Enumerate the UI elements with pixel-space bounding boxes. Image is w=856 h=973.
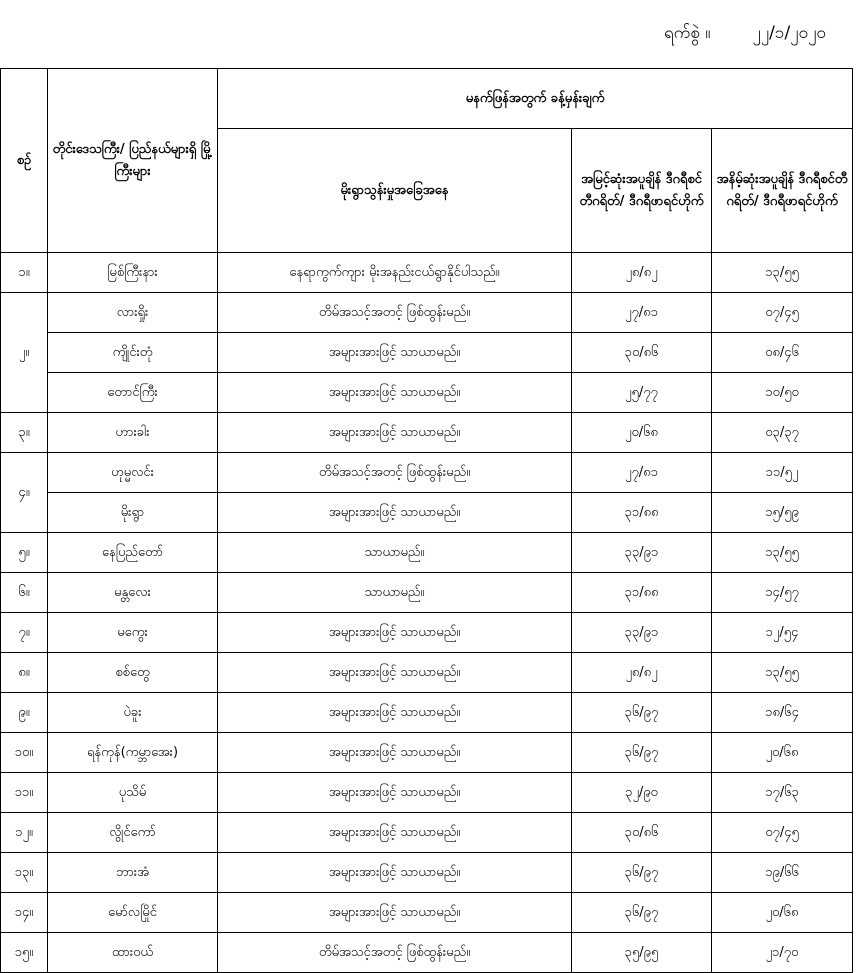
- table-row: [1, 773, 853, 813]
- rain-condition-cell: အများအားဖြင့် သာယာမည်။: [218, 333, 572, 373]
- table-row: [1, 253, 853, 293]
- row-number: ၇။: [1, 613, 48, 653]
- row-number: ၅။: [1, 533, 48, 573]
- city-cell: ပဲခူး: [48, 693, 218, 733]
- table-row: [1, 853, 853, 893]
- rain-condition-cell: အများအားဖြင့် သာယာမည်။: [218, 613, 572, 653]
- header-min-temp: အနိမ့်ဆုံးအပူချိန် ဒီဂရီစင်တီဂရိတ်/ ဒီဂရီဖာရင်ဟိုက်: [712, 129, 853, 253]
- table-row: [1, 293, 853, 333]
- min-temp-cell: ၁၉/၆၆: [712, 853, 853, 893]
- city-cell: ဘားအံ: [48, 853, 218, 893]
- min-temp-cell: ၀၇/၄၅: [712, 293, 853, 333]
- date-label: ရက်စွဲ ။: [663, 23, 711, 43]
- header-region: တိုင်းဒေသကြီး/ ပြည်နယ်များရှိ မြို့ကြီးများ: [48, 69, 218, 253]
- max-temp-cell: ၃၃/၉၁: [572, 613, 712, 653]
- city-cell: မြစ်ကြီးနား: [48, 253, 218, 293]
- max-temp-cell: ၂၈/၈၂: [572, 653, 712, 693]
- rain-condition-cell: တိမ်အသင့်အတင့် ဖြစ်ထွန်းမည်။: [218, 933, 572, 973]
- table-row: [1, 373, 853, 413]
- max-temp-cell: ၃၆/၉၇: [572, 693, 712, 733]
- rain-condition-cell: အများအားဖြင့် သာယာမည်။: [218, 373, 572, 413]
- rain-condition-cell: အများအားဖြင့် သာယာမည်။: [218, 493, 572, 533]
- max-temp-cell: ၃၂/၉၀: [572, 773, 712, 813]
- rain-condition-cell: အများအားဖြင့် သာယာမည်။: [218, 413, 572, 453]
- min-temp-cell: ၀၇/၄၅: [712, 813, 853, 853]
- row-number: ၁၁။: [1, 773, 48, 813]
- table-row: [1, 613, 853, 653]
- table-row: [1, 893, 853, 933]
- header-max-temp: အမြင့်ဆုံးအပူချိန် ဒီဂရီစင်တီဂရိတ်/ ဒီဂရီဖာရင်ဟိုက်: [572, 129, 712, 253]
- city-cell: လားရှိုး: [48, 293, 218, 333]
- rain-condition-cell: အများအားဖြင့် သာယာမည်။: [218, 773, 572, 813]
- table-body: [1, 253, 853, 973]
- table-row: [1, 533, 853, 573]
- max-temp-cell: ၃၀/၈၆: [572, 813, 712, 853]
- rain-condition-cell: အများအားဖြင့် သာယာမည်။: [218, 853, 572, 893]
- max-temp-cell: ၂၀/၆၈: [572, 413, 712, 453]
- row-number: ၁၃။: [1, 853, 48, 893]
- city-cell: ထားဝယ်: [48, 933, 218, 973]
- min-temp-cell: ၁၇/၆၃: [712, 773, 853, 813]
- row-number: ၁၅။: [1, 933, 48, 973]
- max-temp-cell: ၃၆/၉၇: [572, 893, 712, 933]
- rain-condition-cell: နေရာကွက်ကျား မိုးအနည်းငယ်ရွာနိုင်ပါသည်။: [218, 253, 572, 293]
- city-cell: မိုးရွာ: [48, 493, 218, 533]
- header-forecast-group: မနက်ဖြန်အတွက် ခန့်မှန်းချက်: [218, 69, 853, 129]
- header-no: စဉ်: [1, 69, 48, 253]
- min-temp-cell: ၂၀/၆၈: [712, 733, 853, 773]
- city-cell: စစ်တွေ: [48, 653, 218, 693]
- max-temp-cell: ၂၇/၈၁: [572, 293, 712, 333]
- table-row: [1, 733, 853, 773]
- min-temp-cell: ၁၀/၅၀: [712, 373, 853, 413]
- min-temp-cell: ၁၃/၅၅: [712, 653, 853, 693]
- row-number: ၁၄။: [1, 893, 48, 933]
- city-cell: ရန်ကုန်(ကမ္ဘာအေး): [48, 733, 218, 773]
- row-number: ၃။: [1, 413, 48, 453]
- city-cell: ကျိုင်းတုံ: [48, 333, 218, 373]
- rain-condition-cell: အများအားဖြင့် သာယာမည်။: [218, 893, 572, 933]
- city-cell: ပုသိမ်: [48, 773, 218, 813]
- min-temp-cell: ၁၂/၅၄: [712, 613, 853, 653]
- rain-condition-cell: အများအားဖြင့် သာယာမည်။: [218, 813, 572, 853]
- city-cell: တောင်ကြီး: [48, 373, 218, 413]
- table-row: [1, 653, 853, 693]
- city-cell: မန္တလေး: [48, 573, 218, 613]
- rain-condition-cell: အများအားဖြင့် သာယာမည်။: [218, 733, 572, 773]
- city-cell: နေပြည်တော်: [48, 533, 218, 573]
- rain-condition-cell: တိမ်အသင့်အတင့် ဖြစ်ထွန်းမည်။: [218, 453, 572, 493]
- city-cell: လွိုင်ကော်: [48, 813, 218, 853]
- min-temp-cell: ၀၈/၄၆: [712, 333, 853, 373]
- row-number: ၁။: [1, 253, 48, 293]
- table-row: [1, 573, 853, 613]
- date-value: ၂၂/၁/၂၀၂၀: [752, 23, 826, 43]
- min-temp-cell: ၂၀/၆၈: [712, 893, 853, 933]
- max-temp-cell: ၃၅/၉၅: [572, 933, 712, 973]
- header-rain: မိုးရွာသွန်းမှုအခြေအနေ: [218, 129, 572, 253]
- min-temp-cell: ၁၅/၅၉: [712, 493, 853, 533]
- table-row: [1, 493, 853, 533]
- min-temp-cell: ၁၃/၅၅: [712, 253, 853, 293]
- report-date: [664, 22, 826, 47]
- city-cell: မော်လမြိုင်: [48, 893, 218, 933]
- min-temp-cell: ၁၃/၅၅: [712, 533, 853, 573]
- table-row: [1, 333, 853, 373]
- row-number: ၁၀။: [1, 733, 48, 773]
- rain-condition-cell: တိမ်အသင့်အတင့် ဖြစ်ထွန်းမည်။: [218, 293, 572, 333]
- max-temp-cell: ၃၁/၈၈: [572, 493, 712, 533]
- row-number: ၁၂။: [1, 813, 48, 853]
- max-temp-cell: ၃၆/၉၇: [572, 853, 712, 893]
- row-number: ၄။: [1, 453, 48, 533]
- city-cell: ဟုမ္မလင်း: [48, 453, 218, 493]
- table-row: [1, 693, 853, 733]
- rain-condition-cell: အများအားဖြင့် သာယာမည်။: [218, 693, 572, 733]
- min-temp-cell: ၂၁/၇၀: [712, 933, 853, 973]
- row-number: ၈။: [1, 653, 48, 693]
- table-row: [1, 933, 853, 973]
- min-temp-cell: ၀၃/၃၇: [712, 413, 853, 453]
- max-temp-cell: ၃၃/၉၁: [572, 533, 712, 573]
- city-cell: ဟားခါး: [48, 413, 218, 453]
- max-temp-cell: ၂၇/၈၁: [572, 453, 712, 493]
- min-temp-cell: ၁၄/၅၇: [712, 573, 853, 613]
- rain-condition-cell: အများအားဖြင့် သာယာမည်။: [218, 653, 572, 693]
- row-number: ၂။: [1, 293, 48, 413]
- table-row: [1, 813, 853, 853]
- row-number: ၉။: [1, 693, 48, 733]
- max-temp-cell: ၃၁/၈၈: [572, 573, 712, 613]
- max-temp-cell: ၃၀/၈၆: [572, 333, 712, 373]
- city-cell: မကွေး: [48, 613, 218, 653]
- max-temp-cell: ၃၆/၉၇: [572, 733, 712, 773]
- min-temp-cell: ၁၈/၆၄: [712, 693, 853, 733]
- max-temp-cell: ၂၅/၇၇: [572, 373, 712, 413]
- row-number: ၆။: [1, 573, 48, 613]
- table-row: [1, 413, 853, 453]
- rain-condition-cell: သာယာမည်။: [218, 573, 572, 613]
- forecast-table: [0, 68, 853, 973]
- rain-condition-cell: သာယာမည်။: [218, 533, 572, 573]
- min-temp-cell: ၁၁/၅၂: [712, 453, 853, 493]
- max-temp-cell: ၂၈/၈၂: [572, 253, 712, 293]
- table-row: [1, 453, 853, 493]
